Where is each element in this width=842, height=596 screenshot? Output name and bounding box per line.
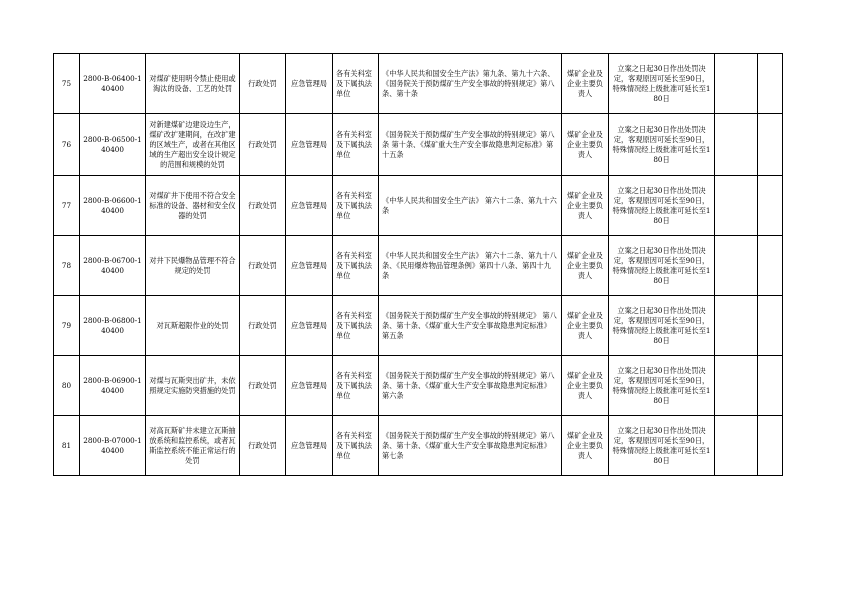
row-number: 80 xyxy=(54,356,80,416)
responsible-dept: 应急管理局 xyxy=(286,296,333,356)
table-row xyxy=(54,416,783,476)
item-name: 对瓦斯超限作业的处罚 xyxy=(146,296,240,356)
empty-cell xyxy=(758,356,783,416)
responsible-subject: 煤矿企业及企业主要负责人 xyxy=(562,356,609,416)
responsible-subject: 煤矿企业及企业主要负责人 xyxy=(562,54,609,114)
table-row xyxy=(54,296,783,356)
item-name: 对高瓦斯矿井未建立瓦斯抽放系统和监控系统，或者瓦斯监控系统不能正常运行的处罚 xyxy=(146,416,240,476)
executing-unit: 各有关科室及下属执法单位 xyxy=(333,416,379,476)
item-code: 2800-B-07000-140400 xyxy=(80,416,146,476)
table-row xyxy=(54,114,783,176)
responsible-dept: 应急管理局 xyxy=(286,54,333,114)
item-name: 对煤与瓦斯突出矿井，未依照规定实施防突措施的处罚 xyxy=(146,356,240,416)
row-number: 78 xyxy=(54,236,80,296)
responsible-subject: 煤矿企业及企业主要负责人 xyxy=(562,236,609,296)
item-code: 2800-B-06600-140400 xyxy=(80,176,146,236)
executing-unit: 各有关科室及下属执法单位 xyxy=(333,54,379,114)
legal-basis: 《国务院关于预防煤矿生产安全事故的特别规定》第八条 第十条、《煤矿重大生产安全事故隐患判定标准》第十五条 xyxy=(379,114,562,176)
time-limit: 立案之日起30日作出处罚决定，客观原因可延长至90日，特殊情况经上级批准可延长至180日 xyxy=(609,114,715,176)
responsible-dept: 应急管理局 xyxy=(286,416,333,476)
responsible-dept: 应急管理局 xyxy=(286,176,333,236)
empty-cell xyxy=(758,114,783,176)
empty-cell xyxy=(715,54,758,114)
time-limit: 立案之日起30日作出处罚决定，客观原因可延长至90日，特殊情况经上级批准可延长至180日 xyxy=(609,356,715,416)
empty-cell xyxy=(758,416,783,476)
time-limit: 立案之日起30日作出处罚决定，客观原因可延长至90日，特殊情况经上级批准可延长至180日 xyxy=(609,296,715,356)
legal-basis: 《国务院关于预防煤矿生产安全事故的特别规定》第八条、第十条、《煤矿重大生产安全事故隐患判定标准》第七条 xyxy=(379,416,562,476)
item-code: 2800-B-06400-140400 xyxy=(80,54,146,114)
time-limit: 立案之日起30日作出处罚决定，客观原因可延长至90日，特殊情况经上级批准可延长至180日 xyxy=(609,236,715,296)
table-body xyxy=(54,54,783,476)
legal-basis: 《中华人民共和国安全生产法》第九条、第九十六条、《国务院关于预防煤矿生产安全事故的特别规定》第八条、第十条 xyxy=(379,54,562,114)
item-type: 行政处罚 xyxy=(240,114,286,176)
row-number: 79 xyxy=(54,296,80,356)
executing-unit: 各有关科室及下属执法单位 xyxy=(333,356,379,416)
time-limit: 立案之日起30日作出处罚决定，客观原因可延长至90日，特殊情况经上级批准可延长至180日 xyxy=(609,54,715,114)
empty-cell xyxy=(758,236,783,296)
legal-basis: 《中华人民共和国安全生产法》 第六十二条、第九十六条 xyxy=(379,176,562,236)
empty-cell xyxy=(715,114,758,176)
item-code: 2800-B-06700-140400 xyxy=(80,236,146,296)
responsible-subject: 煤矿企业及企业主要负责人 xyxy=(562,176,609,236)
responsible-dept: 应急管理局 xyxy=(286,356,333,416)
legal-basis: 《国务院关于预防煤矿生产安全事故的特别规定》 第八条、第十条、《煤矿重大生产安全事故隐患判定标准》第五条 xyxy=(379,296,562,356)
empty-cell xyxy=(758,296,783,356)
responsible-dept: 应急管理局 xyxy=(286,236,333,296)
empty-cell xyxy=(715,296,758,356)
table-row xyxy=(54,54,783,114)
item-type: 行政处罚 xyxy=(240,296,286,356)
responsible-subject: 煤矿企业及企业主要负责人 xyxy=(562,416,609,476)
item-type: 行政处罚 xyxy=(240,176,286,236)
item-name: 对井下民爆物品管理不符合规定的处罚 xyxy=(146,236,240,296)
penalty-table xyxy=(53,53,783,476)
empty-cell xyxy=(715,176,758,236)
responsible-subject: 煤矿企业及企业主要负责人 xyxy=(562,296,609,356)
row-number: 77 xyxy=(54,176,80,236)
responsible-dept: 应急管理局 xyxy=(286,114,333,176)
empty-cell xyxy=(715,236,758,296)
executing-unit: 各有关科室及下属执法单位 xyxy=(333,176,379,236)
table-row xyxy=(54,356,783,416)
responsible-subject: 煤矿企业及企业主要负责人 xyxy=(562,114,609,176)
time-limit: 立案之日起30日作出处罚决定，客观原因可延长至90日，特殊情况经上级批准可延长至180日 xyxy=(609,416,715,476)
empty-cell xyxy=(758,54,783,114)
item-type: 行政处罚 xyxy=(240,54,286,114)
executing-unit: 各有关科室及下属执法单位 xyxy=(333,296,379,356)
item-type: 行政处罚 xyxy=(240,416,286,476)
row-number: 75 xyxy=(54,54,80,114)
empty-cell xyxy=(758,176,783,236)
legal-basis: 《国务院关于预防煤矿生产安全事故的特别规定》第八条、第十条、《煤矿重大生产安全事故隐患判定标准》第六条 xyxy=(379,356,562,416)
executing-unit: 各有关科室及下属执法单位 xyxy=(333,236,379,296)
table-row xyxy=(54,176,783,236)
row-number: 81 xyxy=(54,416,80,476)
row-number: 76 xyxy=(54,114,80,176)
empty-cell xyxy=(715,356,758,416)
table-row xyxy=(54,236,783,296)
item-type: 行政处罚 xyxy=(240,236,286,296)
time-limit: 立案之日起30日作出处罚决定，客观原因可延长至90日，特殊情况经上级批准可延长至180日 xyxy=(609,176,715,236)
item-name: 对新建煤矿边建设边生产，煤矿改扩建期间，在改扩建的区域生产，或者在其他区域的生产超出安全设计规定的范围和规模的处罚 xyxy=(146,114,240,176)
empty-cell xyxy=(715,416,758,476)
item-type: 行政处罚 xyxy=(240,356,286,416)
legal-basis: 《中华人民共和国安全生产法》 第六十二条、第九十八条、《民用爆炸物品管理条例》第四十八条、第四十九条 xyxy=(379,236,562,296)
item-code: 2800-B-06900-140400 xyxy=(80,356,146,416)
executing-unit: 各有关科室及下属执法单位 xyxy=(333,114,379,176)
item-code: 2800-B-06500-140400 xyxy=(80,114,146,176)
item-name: 对煤矿使用明令禁止使用或淘汰的设备、工艺的处罚 xyxy=(146,54,240,114)
item-code: 2800-B-06800-140400 xyxy=(80,296,146,356)
item-name: 对煤矿井下使用不符合安全标准的设备、器材和安全仪器的处罚 xyxy=(146,176,240,236)
